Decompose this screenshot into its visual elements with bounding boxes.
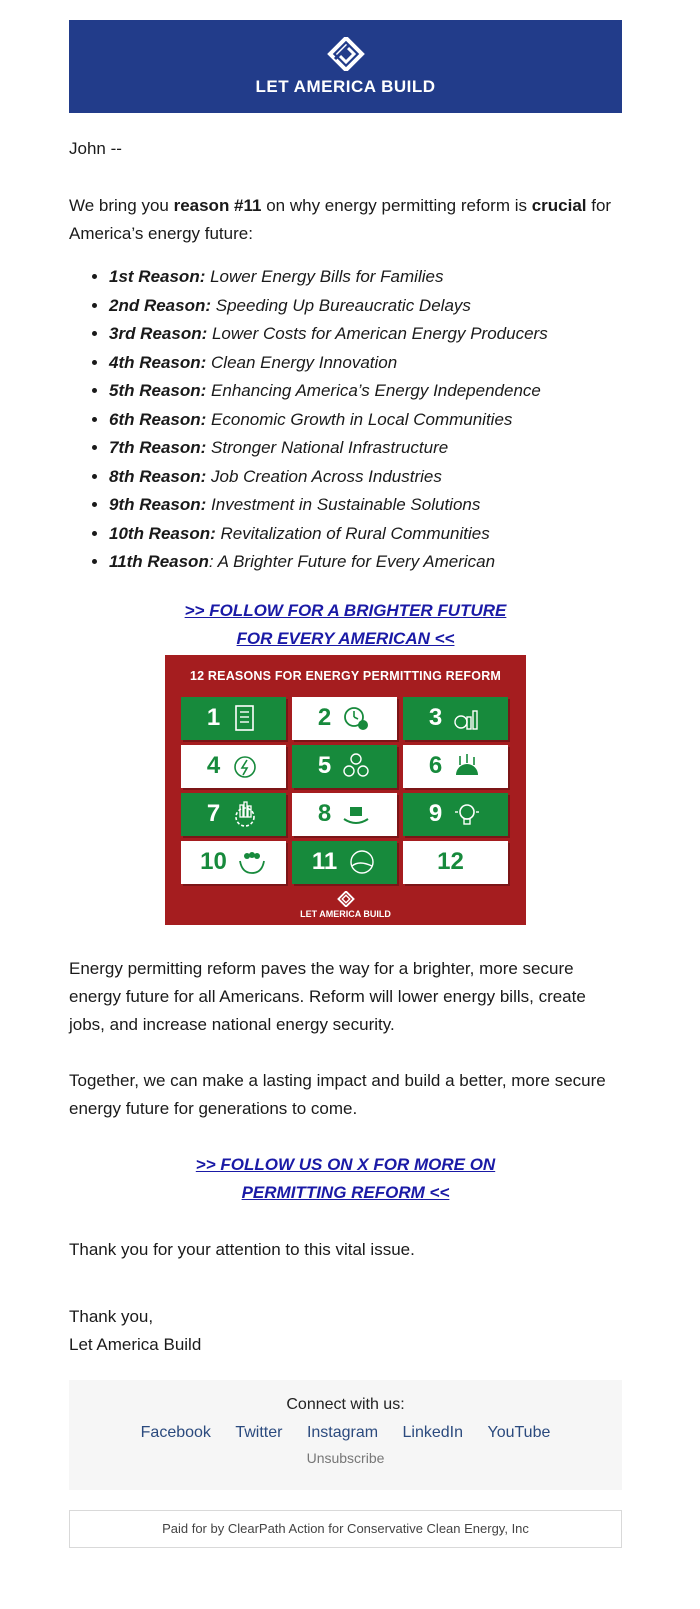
follow-on-x-cta [69, 1151, 622, 1207]
cell-number: 11 [311, 848, 338, 875]
intro-pre: We bring you [69, 196, 174, 215]
document-icon [230, 703, 260, 733]
graphic-grid [181, 697, 510, 884]
cta1-line2: FOR EVERY AMERICAN << [236, 628, 455, 648]
reason-label: 9th Reason: [109, 495, 207, 514]
intro-bold-reason: reason #11 [173, 196, 262, 215]
body-paragraph-2: Together, we can make a lasting impact and build a better, more secure energy future for generations to come. [69, 1070, 606, 1118]
reason-text: Lower Costs for American Energy Producers [207, 324, 548, 343]
intro-post: for America’s energy future: [69, 196, 612, 243]
linkedin-link[interactable]: LinkedIn [402, 1423, 464, 1441]
clock-alert-icon [341, 703, 371, 733]
graphic-cell-2 [292, 697, 397, 740]
header-brand: LET AMERICA BUILD [255, 76, 436, 96]
cell-number: 12 [437, 848, 464, 875]
reason-text: : A Brighter Future for Every American [208, 552, 496, 571]
reasons-list [69, 263, 622, 577]
graphic-logo-icon [335, 891, 357, 907]
reason-label: 11th Reason [109, 552, 209, 571]
cell-number: 6 [428, 752, 443, 779]
signoff [69, 1303, 622, 1359]
connect-label: Connect with us: [286, 1395, 405, 1413]
let-america-build-logo-icon [323, 37, 369, 71]
reason-item [109, 491, 622, 520]
unsubscribe-link[interactable]: Unsubscribe [306, 1449, 385, 1466]
reason-item [109, 377, 622, 406]
reason-label: 1st Reason: [109, 267, 206, 286]
follow-brighter-future-link[interactable] [185, 601, 507, 648]
cell-number: 7 [206, 800, 221, 827]
greeting: John -- [69, 139, 122, 158]
intro-bold-crucial: crucial [531, 196, 587, 215]
reason-label: 6th Reason: [109, 409, 207, 429]
intro-paragraph [69, 192, 622, 248]
green-energy-icon [230, 751, 260, 781]
infrastructure-gear-icon [230, 799, 260, 829]
reason-item [109, 520, 622, 549]
intro-mid: on why energy permitting reform is [261, 196, 532, 215]
graphic-cell-6 [403, 745, 508, 788]
reason-item [109, 406, 622, 435]
paid-for-disclaimer: Paid for by ClearPath Action for Conservative Clean Energy, Inc [69, 1510, 622, 1548]
cell-number: 9 [428, 800, 443, 827]
twitter-link[interactable]: Twitter [235, 1423, 283, 1441]
graphic-title: 12 REASONS FOR ENERGY PERMITTING REFORM [189, 668, 502, 683]
graphic-footer-brand: LET AMERICA BUILD [300, 908, 391, 919]
cta1-line1: >> FOLLOW FOR A BRIGHTER FUTURE [184, 600, 507, 620]
reason-label: 8th Reason: [109, 466, 207, 486]
cta2-line2: PERMITTING REFORM << [241, 1182, 450, 1202]
reason-item [109, 548, 622, 577]
graphic-cell-1 [181, 697, 286, 740]
reason-item [109, 320, 622, 349]
job-briefcase-hand-icon [341, 799, 371, 829]
cell-number: 3 [428, 704, 443, 731]
facebook-link[interactable]: Facebook [140, 1423, 211, 1441]
graphic-cell-4 [181, 745, 286, 788]
body-paragraph-1: Energy permitting reform paves the way for a brighter, more secure energy future for all Americans. Reform will lower energy bills, create jobs, and increase national energy security. [69, 958, 586, 1034]
reason-item [109, 349, 622, 378]
graphic-cell-3 [403, 697, 508, 740]
graphic-footer [165, 891, 526, 919]
graphic-cell-11 [292, 841, 397, 884]
reason-text: Stronger National Infrastructure [206, 438, 449, 457]
cell-number: 4 [206, 752, 221, 779]
globe-growth-icon [452, 751, 482, 781]
graphic-cell-10 [181, 841, 286, 884]
instagram-link[interactable]: Instagram [306, 1423, 379, 1441]
cell-number: 5 [317, 752, 332, 779]
reason-label: 3rd Reason: [109, 324, 208, 343]
signoff-line2: Let America Build [69, 1334, 202, 1354]
reason-label: 4th Reason: [109, 352, 207, 372]
social-links [69, 1424, 622, 1442]
reason-text: Economic Growth in Local Communities [206, 409, 513, 429]
reasons-graphic[interactable] [165, 655, 526, 925]
reason-text: Job Creation Across Industries [206, 466, 442, 486]
reason-text: Investment in Sustainable Solutions [206, 495, 481, 514]
reason-label: 5th Reason: [109, 381, 207, 400]
graphic-cell-5 [292, 745, 397, 788]
reason-text: Enhancing America’s Energy Independence [206, 381, 541, 400]
reason-item [109, 463, 622, 492]
graphic-cell-12 [403, 841, 508, 884]
reason-label: 10th Reason: [109, 523, 216, 543]
email-body [69, 20, 622, 1548]
reason-label: 2nd Reason: [109, 295, 212, 315]
social-footer [69, 1380, 622, 1490]
follow-on-x-link[interactable] [196, 1155, 495, 1202]
graphic-cell-7 [181, 793, 286, 836]
lightbulb-idea-icon [452, 799, 482, 829]
reason-item [109, 263, 622, 292]
cell-number: 1 [206, 704, 221, 731]
reason-label: 7th Reason: [109, 438, 207, 457]
cell-number: 10 [200, 848, 227, 875]
cell-number: 2 [317, 704, 332, 731]
community-hands-icon [237, 847, 267, 877]
graphic-cell-8 [292, 793, 397, 836]
youtube-link[interactable]: YouTube [487, 1423, 551, 1441]
thanks-paragraph: Thank you for your attention to this vital issue. [69, 1239, 415, 1259]
graphic-cell-9 [403, 793, 508, 836]
cta2-line1: >> FOLLOW US ON X FOR MORE ON [195, 1154, 496, 1174]
header-banner [69, 20, 622, 113]
cell-number: 8 [317, 800, 332, 827]
follow-brighter-future-cta [69, 597, 622, 653]
sunrise-landscape-icon [347, 847, 377, 877]
reason-text: Lower Energy Bills for Families [205, 267, 444, 286]
reason-text: Revitalization of Rural Communities [215, 523, 490, 543]
reason-text: Speeding Up Bureaucratic Delays [211, 295, 471, 315]
signoff-line1: Thank you, [69, 1306, 154, 1326]
reason-item [109, 434, 622, 463]
money-chart-icon [452, 703, 482, 733]
currency-exchange-icon [341, 751, 371, 781]
reason-item [109, 292, 622, 321]
reason-text: Clean Energy Innovation [206, 352, 398, 372]
